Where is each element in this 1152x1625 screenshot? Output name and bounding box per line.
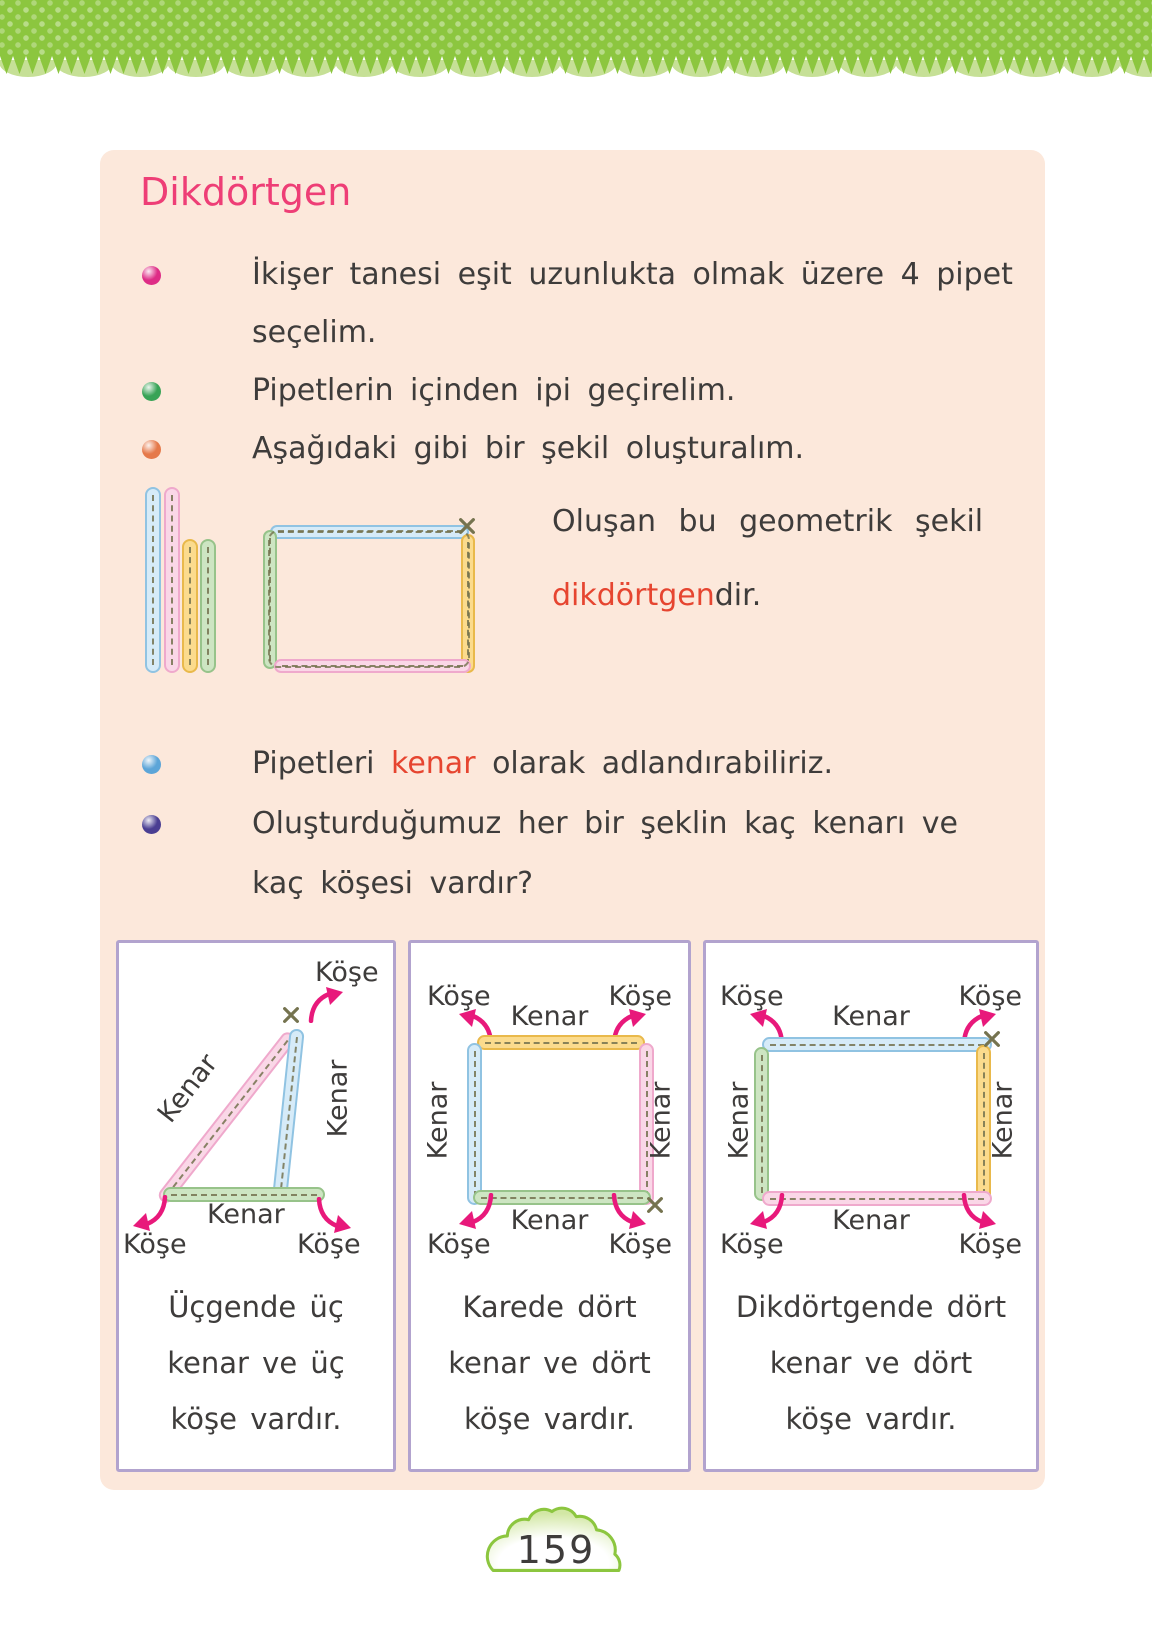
string-line — [268, 530, 470, 668]
caption-line: köşe vardır. — [170, 1402, 342, 1436]
caption-line: Üçgende üç — [168, 1290, 344, 1324]
caption-line: köşe vardır. — [464, 1402, 635, 1436]
straw-pink — [164, 487, 180, 673]
card-caption — [119, 1279, 393, 1447]
header-zigzag-edge — [0, 56, 1152, 74]
edge-label: Kenar — [207, 1199, 285, 1230]
instruction-text: İkişer tanesi eşit uzunlukta olmak üzere 4 pipet seçelim. — [252, 257, 1013, 350]
straw-green — [754, 1047, 769, 1201]
edge-label: Kenar — [645, 1081, 677, 1160]
card-caption — [706, 1279, 1036, 1447]
corner-arrow-icon — [307, 985, 345, 1023]
card-rectangle — [703, 940, 1039, 1472]
bullet-dot-icon — [142, 815, 161, 834]
knot-icon — [457, 516, 477, 536]
shape-cards — [116, 940, 1039, 1472]
edge-label: Kenar — [832, 1205, 910, 1236]
corner-arrow-icon — [131, 1195, 169, 1233]
corner-label: Köşe — [297, 1229, 361, 1260]
page-number-badge — [485, 1502, 627, 1594]
knot-icon — [982, 1029, 1002, 1049]
straw-blue — [762, 1037, 992, 1052]
corner-label: Köşe — [720, 981, 784, 1012]
edge-label: Kenar — [723, 1081, 755, 1160]
edge-label: Kenar — [151, 1048, 225, 1129]
card-square — [408, 940, 691, 1472]
instruction-list — [140, 246, 1020, 478]
bullet-dot-icon — [142, 266, 161, 285]
instruction-item — [140, 246, 1020, 362]
caption-line: köşe vardır. — [785, 1402, 957, 1436]
question-text-post: olarak adlandırabiliriz. — [475, 746, 834, 781]
edge-label: Kenar — [422, 1081, 454, 1160]
card-caption — [411, 1279, 688, 1447]
figure-caption — [552, 502, 1002, 616]
straw-rectangle-figure — [263, 525, 475, 673]
question-text — [252, 746, 833, 781]
question-item — [140, 734, 1000, 794]
corner-label: Köşe — [958, 981, 1022, 1012]
question-text: Oluşturduğumuz her bir şeklin kaç kenarı ve kaç köşesi vardır? — [252, 806, 958, 901]
content-panel — [100, 150, 1045, 1490]
corner-label: Köşe — [427, 981, 491, 1012]
caption-suffix: dir. — [714, 578, 762, 613]
edge-label: Kenar — [510, 1205, 589, 1236]
corner-label: Köşe — [123, 1229, 187, 1260]
corner-label: Köşe — [427, 1229, 491, 1260]
loose-straws-figure — [145, 487, 265, 687]
caption-line: kenar ve dört — [769, 1346, 973, 1380]
highlight-word: dikdörtgen — [552, 578, 715, 613]
page-title: Dikdörtgen — [140, 170, 352, 214]
corner-label: Köşe — [608, 1229, 672, 1260]
straw-pink — [762, 1191, 992, 1206]
caption-line: kenar ve dört — [448, 1346, 651, 1380]
instruction-item — [140, 362, 1020, 420]
question-item — [140, 794, 1000, 914]
header-band — [0, 0, 1152, 56]
corner-label: Köşe — [315, 957, 379, 988]
figure-caption-line — [552, 576, 1002, 616]
caption-line: kenar ve üç — [167, 1346, 345, 1380]
figure-caption-line: Oluşan bu geometrik şekil — [552, 504, 984, 539]
straw-yellow — [182, 539, 198, 673]
question-list — [140, 734, 1000, 914]
instruction-item — [140, 420, 1020, 478]
instruction-text: Aşağıdaki gibi bir şekil oluşturalım. — [252, 431, 805, 466]
instruction-text: Pipetlerin içinden ipi geçirelim. — [252, 373, 736, 408]
straw-green — [200, 539, 216, 673]
edge-label: Kenar — [322, 1059, 354, 1138]
highlight-word: kenar — [391, 746, 476, 781]
straw-blue — [467, 1043, 482, 1205]
corner-label: Köşe — [720, 1229, 784, 1260]
question-text-pre: Pipetleri — [252, 746, 392, 781]
page-number: 159 — [516, 1528, 596, 1572]
caption-line: Dikdörtgende dört — [735, 1290, 1007, 1324]
bullet-dot-icon — [142, 382, 161, 401]
edge-label: Kenar — [987, 1081, 1019, 1160]
knot-icon — [281, 1005, 301, 1025]
corner-label: Köşe — [958, 1229, 1022, 1260]
card-triangle — [116, 940, 396, 1472]
straw-yellow — [477, 1035, 645, 1050]
caption-line: Karede dört — [462, 1290, 637, 1324]
straw-blue — [145, 487, 161, 673]
edge-label: Kenar — [832, 1001, 910, 1032]
edge-label: Kenar — [510, 1001, 589, 1032]
bullet-dot-icon — [142, 755, 161, 774]
bullet-dot-icon — [142, 440, 161, 459]
corner-label: Köşe — [608, 981, 672, 1012]
